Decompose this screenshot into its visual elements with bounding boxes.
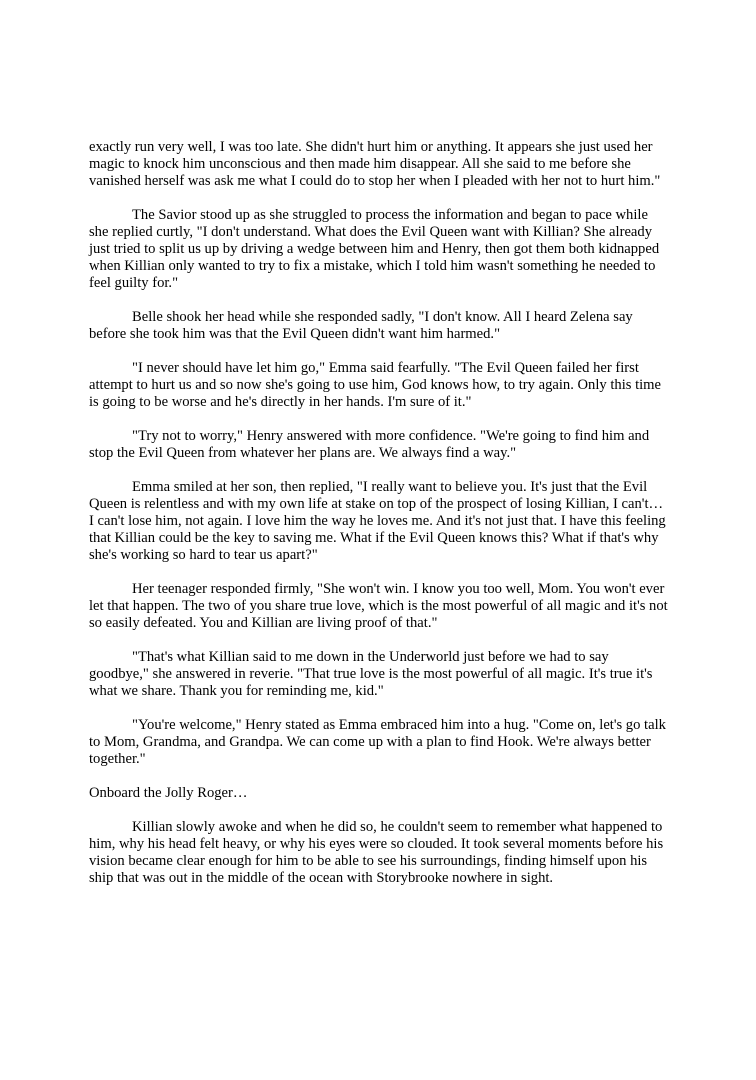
document-body [89,139,669,904]
paragraph-6: Emma smiled at her son, then replied, "I really want to believe you. It's just that the Evil Queen is relentless and with my own life at stake on top of the prospect of losing Killian, I can't… I can't lose him, not again. I love him the way he loves me. And it's not just that. I have this feeling that Killian could be the key to saving me. What if the Evil Queen knows this? What if that's why she's working so hard to tear us apart?" [89,479,666,563]
paragraph-9: "You're welcome," Henry stated as Emma embraced him into a hug. "Come on, let's go talk to Mom, Grandma, and Grandpa. We can come up with a plan to find Hook. We're always better together." [89,717,666,767]
paragraph-5: "Try not to worry," Henry answered with more confidence. "We're going to find him and stop the Evil Queen from whatever her plans are. We always find a way." [89,428,650,461]
paragraph-8: "That's what Killian said to me down in the Underworld just before we had to say goodbye," she answered in reverie. "That true love is the most powerful of all magic. It's true it's what we share. Thank you for reminding me, kid." [89,649,653,699]
scene-heading: Onboard the Jolly Roger… [89,785,248,801]
paragraph-4: "I never should have let him go," Emma said fearfully. "The Evil Queen failed her first attempt to hurt us and so now she's going to use him, God knows how, to try again. Only this time is going to be worse and he's directly in her hands. I'm sure of it." [89,360,662,410]
paragraph-1: exactly run very well, I was too late. She didn't hurt him or anything. It appears she just used her magic to knock him unconscious and then made him disappear. All she said to me before she vanished herself was ask me what I could do to stop her when I pleaded with her not to hurt him." [89,139,661,189]
paragraph-2: The Savior stood up as she struggled to process the information and began to pace while she replied curtly, "I don't understand. What does the Evil Queen want with Killian? She already just tried to split us up by driving a wedge between him and Henry, then got them both kidnapped when Killian only wanted to try to fix a mistake, which I told him wasn't something he needed to feel guilty for." [89,207,660,291]
paragraph-11: Killian slowly awoke and when he did so, he couldn't seem to remember what happened to him, why his head felt heavy, or why his eyes were so clouded. It took several moments before his vision became clear enough for him to be able to see his surroundings, finding himself upon his ship that was out in the middle of the ocean with Storybrooke nowhere in sight. [89,819,664,886]
paragraph-7: Her teenager responded firmly, "She won't win. I know you too well, Mom. You won't ever let that happen. The two of you share true love, which is the most powerful of all magic and it's not so easily defeated. You and Killian are living proof of that." [89,581,668,631]
paragraph-3: Belle shook her head while she responded sadly, "I don't know. All I heard Zelena say before she took him was that the Evil Queen didn't want him harmed." [89,309,633,342]
